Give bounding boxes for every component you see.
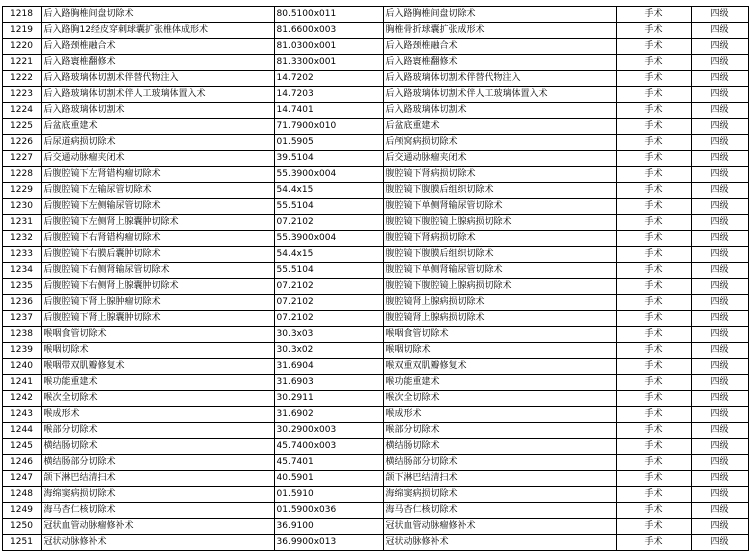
surgery-alias: 腹腔镜下肾病损切除术	[383, 167, 616, 183]
table-row	[2, 407, 748, 423]
category-label: 手术	[616, 487, 691, 503]
table-row	[2, 391, 748, 407]
surgery-code: 07.2102	[274, 215, 383, 231]
surgery-alias: 喉双重双肌瓣修复术	[383, 359, 616, 375]
category-label: 手术	[616, 231, 691, 247]
table-row	[2, 167, 748, 183]
surgery-alias: 喉部分切除术	[383, 423, 616, 439]
level-label: 四级	[691, 135, 748, 151]
row-index: 1250	[2, 519, 41, 535]
table-row	[2, 151, 748, 167]
level-label: 四级	[691, 199, 748, 215]
table-row	[2, 199, 748, 215]
level-label: 四级	[691, 247, 748, 263]
surgery-alias: 腹腔镜下腹膜后组织切除术	[383, 183, 616, 199]
surgery-name: 冠状动脉修补术	[41, 535, 274, 551]
row-index: 1243	[2, 407, 41, 423]
surgery-code: 81.0300x001	[274, 39, 383, 55]
surgery-name: 后腹腔镜下肾上腺肿瘤切除术	[41, 295, 274, 311]
surgery-alias: 喉成形术	[383, 407, 616, 423]
table-row	[2, 439, 748, 455]
surgery-code: 30.2911	[274, 391, 383, 407]
level-label: 四级	[691, 535, 748, 551]
table-row	[2, 279, 748, 295]
row-index: 1226	[2, 135, 41, 151]
category-label: 手术	[616, 215, 691, 231]
surgery-name: 后腹腔镜下右侧肾输尿管切除术	[41, 263, 274, 279]
surgery-alias: 腹腔镜下腹腔镜上腺病损切除术	[383, 215, 616, 231]
category-label: 手术	[616, 7, 691, 23]
surgery-alias: 后入路玻璃体切割术伴人工玻璃体置入术	[383, 87, 616, 103]
surgery-code: 81.3300x001	[274, 55, 383, 71]
surgery-name: 冠状血管动脉瘤修补术	[41, 519, 274, 535]
surgery-name: 后入路玻璃体切割术伴替代物注入	[41, 71, 274, 87]
level-label: 四级	[691, 311, 748, 327]
category-label: 手术	[616, 311, 691, 327]
level-label: 四级	[691, 215, 748, 231]
surgery-code: 31.6904	[274, 359, 383, 375]
row-index: 1222	[2, 71, 41, 87]
surgery-name: 喉咽带双肌瓣修复术	[41, 359, 274, 375]
surgery-code: 01.5905	[274, 135, 383, 151]
category-label: 手术	[616, 407, 691, 423]
table-row	[2, 343, 748, 359]
surgery-code-table	[2, 6, 749, 551]
table-row	[2, 87, 748, 103]
surgery-alias: 喉咽食管切除术	[383, 327, 616, 343]
level-label: 四级	[691, 295, 748, 311]
row-index: 1239	[2, 343, 41, 359]
category-label: 手术	[616, 503, 691, 519]
surgery-code: 55.5104	[274, 199, 383, 215]
table-row	[2, 7, 748, 23]
category-label: 手术	[616, 519, 691, 535]
row-index: 1225	[2, 119, 41, 135]
level-label: 四级	[691, 167, 748, 183]
row-index: 1224	[2, 103, 41, 119]
level-label: 四级	[691, 279, 748, 295]
category-label: 手术	[616, 439, 691, 455]
level-label: 四级	[691, 455, 748, 471]
surgery-alias: 颌下淋巴结清扫术	[383, 471, 616, 487]
row-index: 1240	[2, 359, 41, 375]
surgery-name: 喉功能重建术	[41, 375, 274, 391]
category-label: 手术	[616, 279, 691, 295]
surgery-code: 30.2900x003	[274, 423, 383, 439]
surgery-name: 后入路颈椎融合术	[41, 39, 274, 55]
category-label: 手术	[616, 423, 691, 439]
surgery-alias: 腹腔镜肾上腺病损切除术	[383, 311, 616, 327]
category-label: 手术	[616, 247, 691, 263]
surgery-name: 海绵窦病损切除术	[41, 487, 274, 503]
surgery-name: 喉咽食管切除术	[41, 327, 274, 343]
surgery-alias: 后入路玻璃体切割术伴替代物注入	[383, 71, 616, 87]
table-row	[2, 327, 748, 343]
level-label: 四级	[691, 407, 748, 423]
row-index: 1249	[2, 503, 41, 519]
level-label: 四级	[691, 471, 748, 487]
table-row	[2, 423, 748, 439]
table-row	[2, 103, 748, 119]
category-label: 手术	[616, 71, 691, 87]
level-label: 四级	[691, 103, 748, 119]
surgery-alias: 腹腔镜下肾病损切除术	[383, 231, 616, 247]
surgery-name: 后盆底重建术	[41, 119, 274, 135]
row-index: 1238	[2, 327, 41, 343]
surgery-code: 39.5104	[274, 151, 383, 167]
level-label: 四级	[691, 39, 748, 55]
table-row	[2, 487, 748, 503]
category-label: 手术	[616, 263, 691, 279]
surgery-alias: 横结肠部分切除术	[383, 455, 616, 471]
row-index: 1223	[2, 87, 41, 103]
surgery-code: 31.6902	[274, 407, 383, 423]
table-row	[2, 215, 748, 231]
level-label: 四级	[691, 231, 748, 247]
table-row	[2, 23, 748, 39]
surgery-alias: 冠状动脉修补术	[383, 535, 616, 551]
table-row	[2, 119, 748, 135]
surgery-alias: 冠状血管动脉瘤修补术	[383, 519, 616, 535]
category-label: 手术	[616, 391, 691, 407]
category-label: 手术	[616, 151, 691, 167]
category-label: 手术	[616, 295, 691, 311]
level-label: 四级	[691, 327, 748, 343]
surgery-code: 45.7401	[274, 455, 383, 471]
level-label: 四级	[691, 87, 748, 103]
row-index: 1234	[2, 263, 41, 279]
surgery-name: 后腹腔镜下右侧肾上腺囊肿切除术	[41, 279, 274, 295]
surgery-alias: 喉咽切除术	[383, 343, 616, 359]
surgery-alias: 横结肠切除术	[383, 439, 616, 455]
level-label: 四级	[691, 151, 748, 167]
table-row	[2, 39, 748, 55]
level-label: 四级	[691, 263, 748, 279]
surgery-code: 55.5104	[274, 263, 383, 279]
table-row	[2, 471, 748, 487]
table-row	[2, 535, 748, 551]
category-label: 手术	[616, 327, 691, 343]
row-index: 1242	[2, 391, 41, 407]
table-row	[2, 455, 748, 471]
category-label: 手术	[616, 39, 691, 55]
category-label: 手术	[616, 119, 691, 135]
surgery-code: 36.9100	[274, 519, 383, 535]
surgery-name: 后入路玻璃体切割术	[41, 103, 274, 119]
surgery-code: 07.2102	[274, 279, 383, 295]
row-index: 1245	[2, 439, 41, 455]
surgery-alias: 喉次全切除术	[383, 391, 616, 407]
row-index: 1219	[2, 23, 41, 39]
table-row	[2, 55, 748, 71]
row-index: 1244	[2, 423, 41, 439]
table-row	[2, 295, 748, 311]
row-index: 1228	[2, 167, 41, 183]
surgery-code: 30.3x03	[274, 327, 383, 343]
surgery-name: 后入路玻璃体切割术伴人工玻璃体置入术	[41, 87, 274, 103]
surgery-code: 40.5901	[274, 471, 383, 487]
table-row	[2, 135, 748, 151]
category-label: 手术	[616, 455, 691, 471]
surgery-name: 喉咽切除术	[41, 343, 274, 359]
level-label: 四级	[691, 183, 748, 199]
surgery-code: 01.5900x036	[274, 503, 383, 519]
category-label: 手术	[616, 87, 691, 103]
surgery-alias: 喉功能重建术	[383, 375, 616, 391]
surgery-name: 喉部分切除术	[41, 423, 274, 439]
surgery-code: 81.6600x003	[274, 23, 383, 39]
category-label: 手术	[616, 167, 691, 183]
surgery-name: 横结肠部分切除术	[41, 455, 274, 471]
surgery-code: 07.2102	[274, 295, 383, 311]
surgery-alias: 后盆底重建术	[383, 119, 616, 135]
table-row	[2, 247, 748, 263]
surgery-code: 45.7400x003	[274, 439, 383, 455]
level-label: 四级	[691, 503, 748, 519]
level-label: 四级	[691, 359, 748, 375]
surgery-alias: 腹腔镜肾上腺病损切除术	[383, 295, 616, 311]
level-label: 四级	[691, 7, 748, 23]
surgery-alias: 后入路胸椎间盘切除术	[383, 7, 616, 23]
surgery-alias: 胸椎骨折球囊扩张成形术	[383, 23, 616, 39]
surgery-name: 后交通动脉瘤夹闭术	[41, 151, 274, 167]
table-row	[2, 183, 748, 199]
surgery-name: 喉成形术	[41, 407, 274, 423]
table-row	[2, 311, 748, 327]
category-label: 手术	[616, 23, 691, 39]
surgery-code: 36.9900x013	[274, 535, 383, 551]
category-label: 手术	[616, 535, 691, 551]
surgery-code: 55.3900x004	[274, 231, 383, 247]
surgery-code: 31.6903	[274, 375, 383, 391]
surgery-name: 后腹腔镜下右肾错构瘤切除术	[41, 231, 274, 247]
category-label: 手术	[616, 183, 691, 199]
row-index: 1246	[2, 455, 41, 471]
level-label: 四级	[691, 519, 748, 535]
level-label: 四级	[691, 439, 748, 455]
row-index: 1220	[2, 39, 41, 55]
surgery-name: 喉次全切除术	[41, 391, 274, 407]
surgery-code: 80.5100x011	[274, 7, 383, 23]
row-index: 1236	[2, 295, 41, 311]
surgery-alias: 后入路玻璃体切割术	[383, 103, 616, 119]
category-label: 手术	[616, 471, 691, 487]
table-row	[2, 375, 748, 391]
surgery-alias: 腹腔镜下单侧肾输尿管切除术	[383, 263, 616, 279]
row-index: 1221	[2, 55, 41, 71]
row-index: 1230	[2, 199, 41, 215]
row-index: 1232	[2, 231, 41, 247]
category-label: 手术	[616, 343, 691, 359]
surgery-name: 后腹腔镜下左侧肾上腺囊肿切除术	[41, 215, 274, 231]
row-index: 1218	[2, 7, 41, 23]
surgery-name: 后尿道病损切除术	[41, 135, 274, 151]
category-label: 手术	[616, 55, 691, 71]
category-label: 手术	[616, 103, 691, 119]
surgery-name: 后腹腔镜下左输尿管切除术	[41, 183, 274, 199]
table-row	[2, 263, 748, 279]
surgery-name: 后入路寰椎翻修术	[41, 55, 274, 71]
surgery-alias: 海绵窦病损切除术	[383, 487, 616, 503]
surgery-alias: 腹腔镜下腹膜后组织切除术	[383, 247, 616, 263]
surgery-name: 后入路胸椎间盘切除术	[41, 7, 274, 23]
table-row	[2, 519, 748, 535]
surgery-code: 14.7401	[274, 103, 383, 119]
level-label: 四级	[691, 391, 748, 407]
surgery-name: 海马杏仁核切除术	[41, 503, 274, 519]
surgery-alias: 后交通动脉瘤夹闭术	[383, 151, 616, 167]
table-row	[2, 231, 748, 247]
row-index: 1251	[2, 535, 41, 551]
row-index: 1241	[2, 375, 41, 391]
category-label: 手术	[616, 135, 691, 151]
surgery-alias: 腹腔镜下单侧肾输尿管切除术	[383, 199, 616, 215]
surgery-name: 后腹腔镜下左肾错构瘤切除术	[41, 167, 274, 183]
surgery-code: 71.7900x010	[274, 119, 383, 135]
row-index: 1237	[2, 311, 41, 327]
surgery-alias: 后颅窝病损切除术	[383, 135, 616, 151]
surgery-alias: 后入路寰椎翻修术	[383, 55, 616, 71]
surgery-name: 后入路胸12经皮穿刺球囊扩张椎体成形术	[41, 23, 274, 39]
row-index: 1235	[2, 279, 41, 295]
surgery-code: 54.4x15	[274, 183, 383, 199]
row-index: 1229	[2, 183, 41, 199]
table-row	[2, 71, 748, 87]
category-label: 手术	[616, 359, 691, 375]
level-label: 四级	[691, 487, 748, 503]
category-label: 手术	[616, 375, 691, 391]
level-label: 四级	[691, 343, 748, 359]
category-label: 手术	[616, 199, 691, 215]
surgery-code: 14.7202	[274, 71, 383, 87]
level-label: 四级	[691, 375, 748, 391]
table-row	[2, 359, 748, 375]
level-label: 四级	[691, 23, 748, 39]
surgery-code: 07.2102	[274, 311, 383, 327]
row-index: 1247	[2, 471, 41, 487]
row-index: 1227	[2, 151, 41, 167]
surgery-alias: 腹腔镜下腹腔镜上腺病损切除术	[383, 279, 616, 295]
surgery-alias: 海马杏仁核切除术	[383, 503, 616, 519]
table-row	[2, 503, 748, 519]
surgery-name: 后腹腔镜下左侧输尿管切除术	[41, 199, 274, 215]
table-body	[2, 7, 748, 551]
surgery-code: 30.3x02	[274, 343, 383, 359]
surgery-alias: 后入路颈椎融合术	[383, 39, 616, 55]
level-label: 四级	[691, 119, 748, 135]
surgery-code: 01.5910	[274, 487, 383, 503]
row-index: 1248	[2, 487, 41, 503]
surgery-code: 55.3900x004	[274, 167, 383, 183]
surgery-name: 颌下淋巴结清扫术	[41, 471, 274, 487]
row-index: 1233	[2, 247, 41, 263]
surgery-name: 后腹腔镜下右膜后囊肿切除术	[41, 247, 274, 263]
surgery-code: 14.7203	[274, 87, 383, 103]
row-index: 1231	[2, 215, 41, 231]
surgery-name: 横结肠切除术	[41, 439, 274, 455]
level-label: 四级	[691, 423, 748, 439]
surgery-name: 后腹腔镜下肾上腺囊肿切除术	[41, 311, 274, 327]
surgery-code: 54.4x15	[274, 247, 383, 263]
level-label: 四级	[691, 71, 748, 87]
level-label: 四级	[691, 55, 748, 71]
